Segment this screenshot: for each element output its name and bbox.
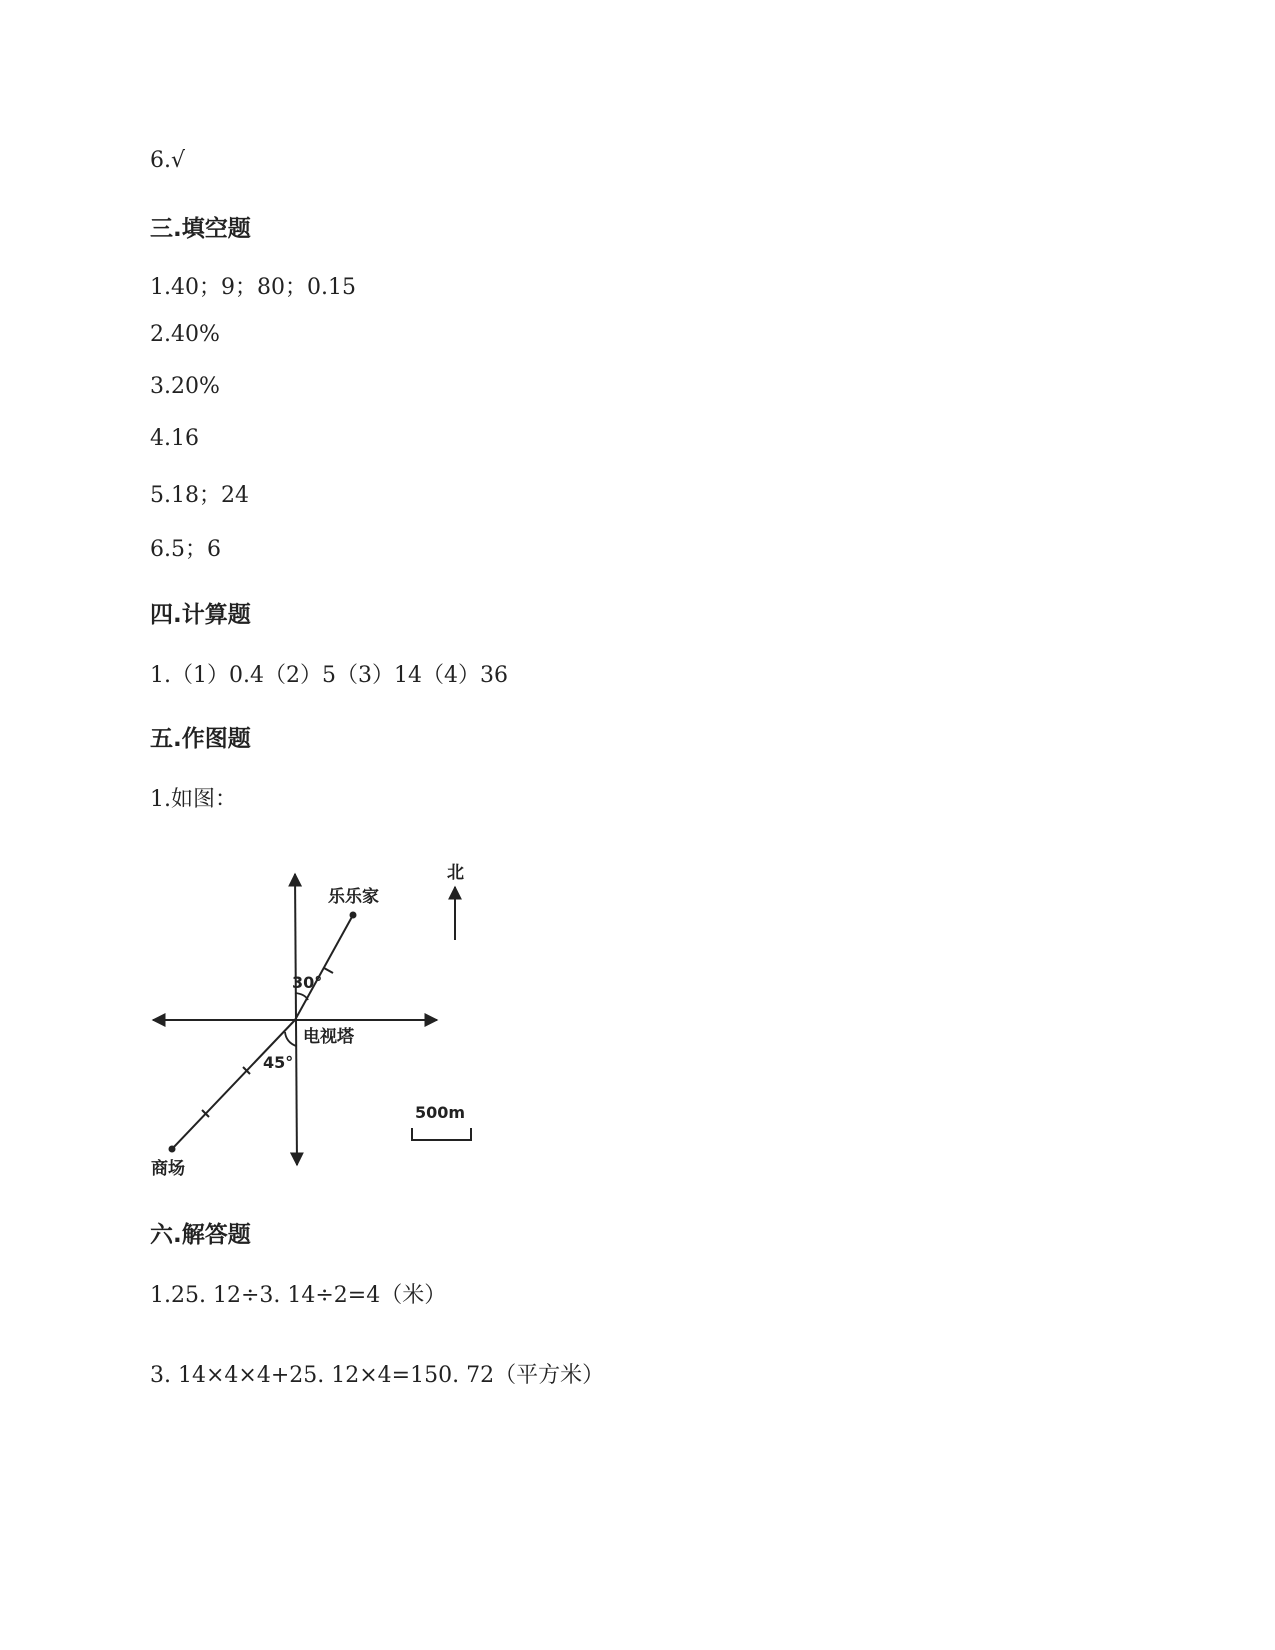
answer-line: 2.40%	[150, 322, 220, 347]
home-tick	[324, 968, 333, 973]
direction-diagram	[145, 860, 495, 1190]
section-heading-calculation: 四.计算题	[150, 602, 251, 628]
north-label: 北	[447, 863, 464, 883]
answer-line: 1.40；9；80；0.15	[150, 275, 356, 300]
section-heading-fill-blank: 三.填空题	[150, 216, 251, 242]
answer-line: 1.25. 12÷3. 14÷2=4（米）	[150, 1283, 447, 1308]
mall-point	[169, 1146, 176, 1153]
answer-line: 1.如图：	[150, 787, 237, 812]
scale-label: 500m	[415, 1103, 466, 1122]
mall-label: 商场	[151, 1159, 185, 1179]
home-label: 乐乐家	[328, 887, 379, 907]
angle-label-45: 45°	[263, 1053, 294, 1072]
mall-direction-line	[172, 1020, 295, 1149]
angle-label-30: 30°	[292, 973, 323, 992]
angle-arc-45	[285, 1032, 296, 1046]
answer-line: 5.18；24	[150, 483, 249, 508]
answer-line: 3. 14×4×4+25. 12×4=150. 72（平方米）	[150, 1363, 605, 1388]
answer-line: 6.5；6	[150, 537, 221, 562]
answer-line: 3.20%	[150, 374, 220, 399]
home-direction-line	[295, 915, 353, 1020]
answer-line: 4.16	[150, 426, 199, 451]
answer-line: 6.√	[150, 148, 186, 173]
answer-line: 1.（1）0.4（2）5（3）14（4）36	[150, 663, 508, 688]
tower-label: 电视塔	[303, 1027, 354, 1047]
home-point	[350, 912, 357, 919]
section-heading-solutions: 六.解答题	[150, 1222, 251, 1248]
section-heading-drawing: 五.作图题	[150, 726, 251, 752]
scale-bar	[412, 1128, 471, 1140]
